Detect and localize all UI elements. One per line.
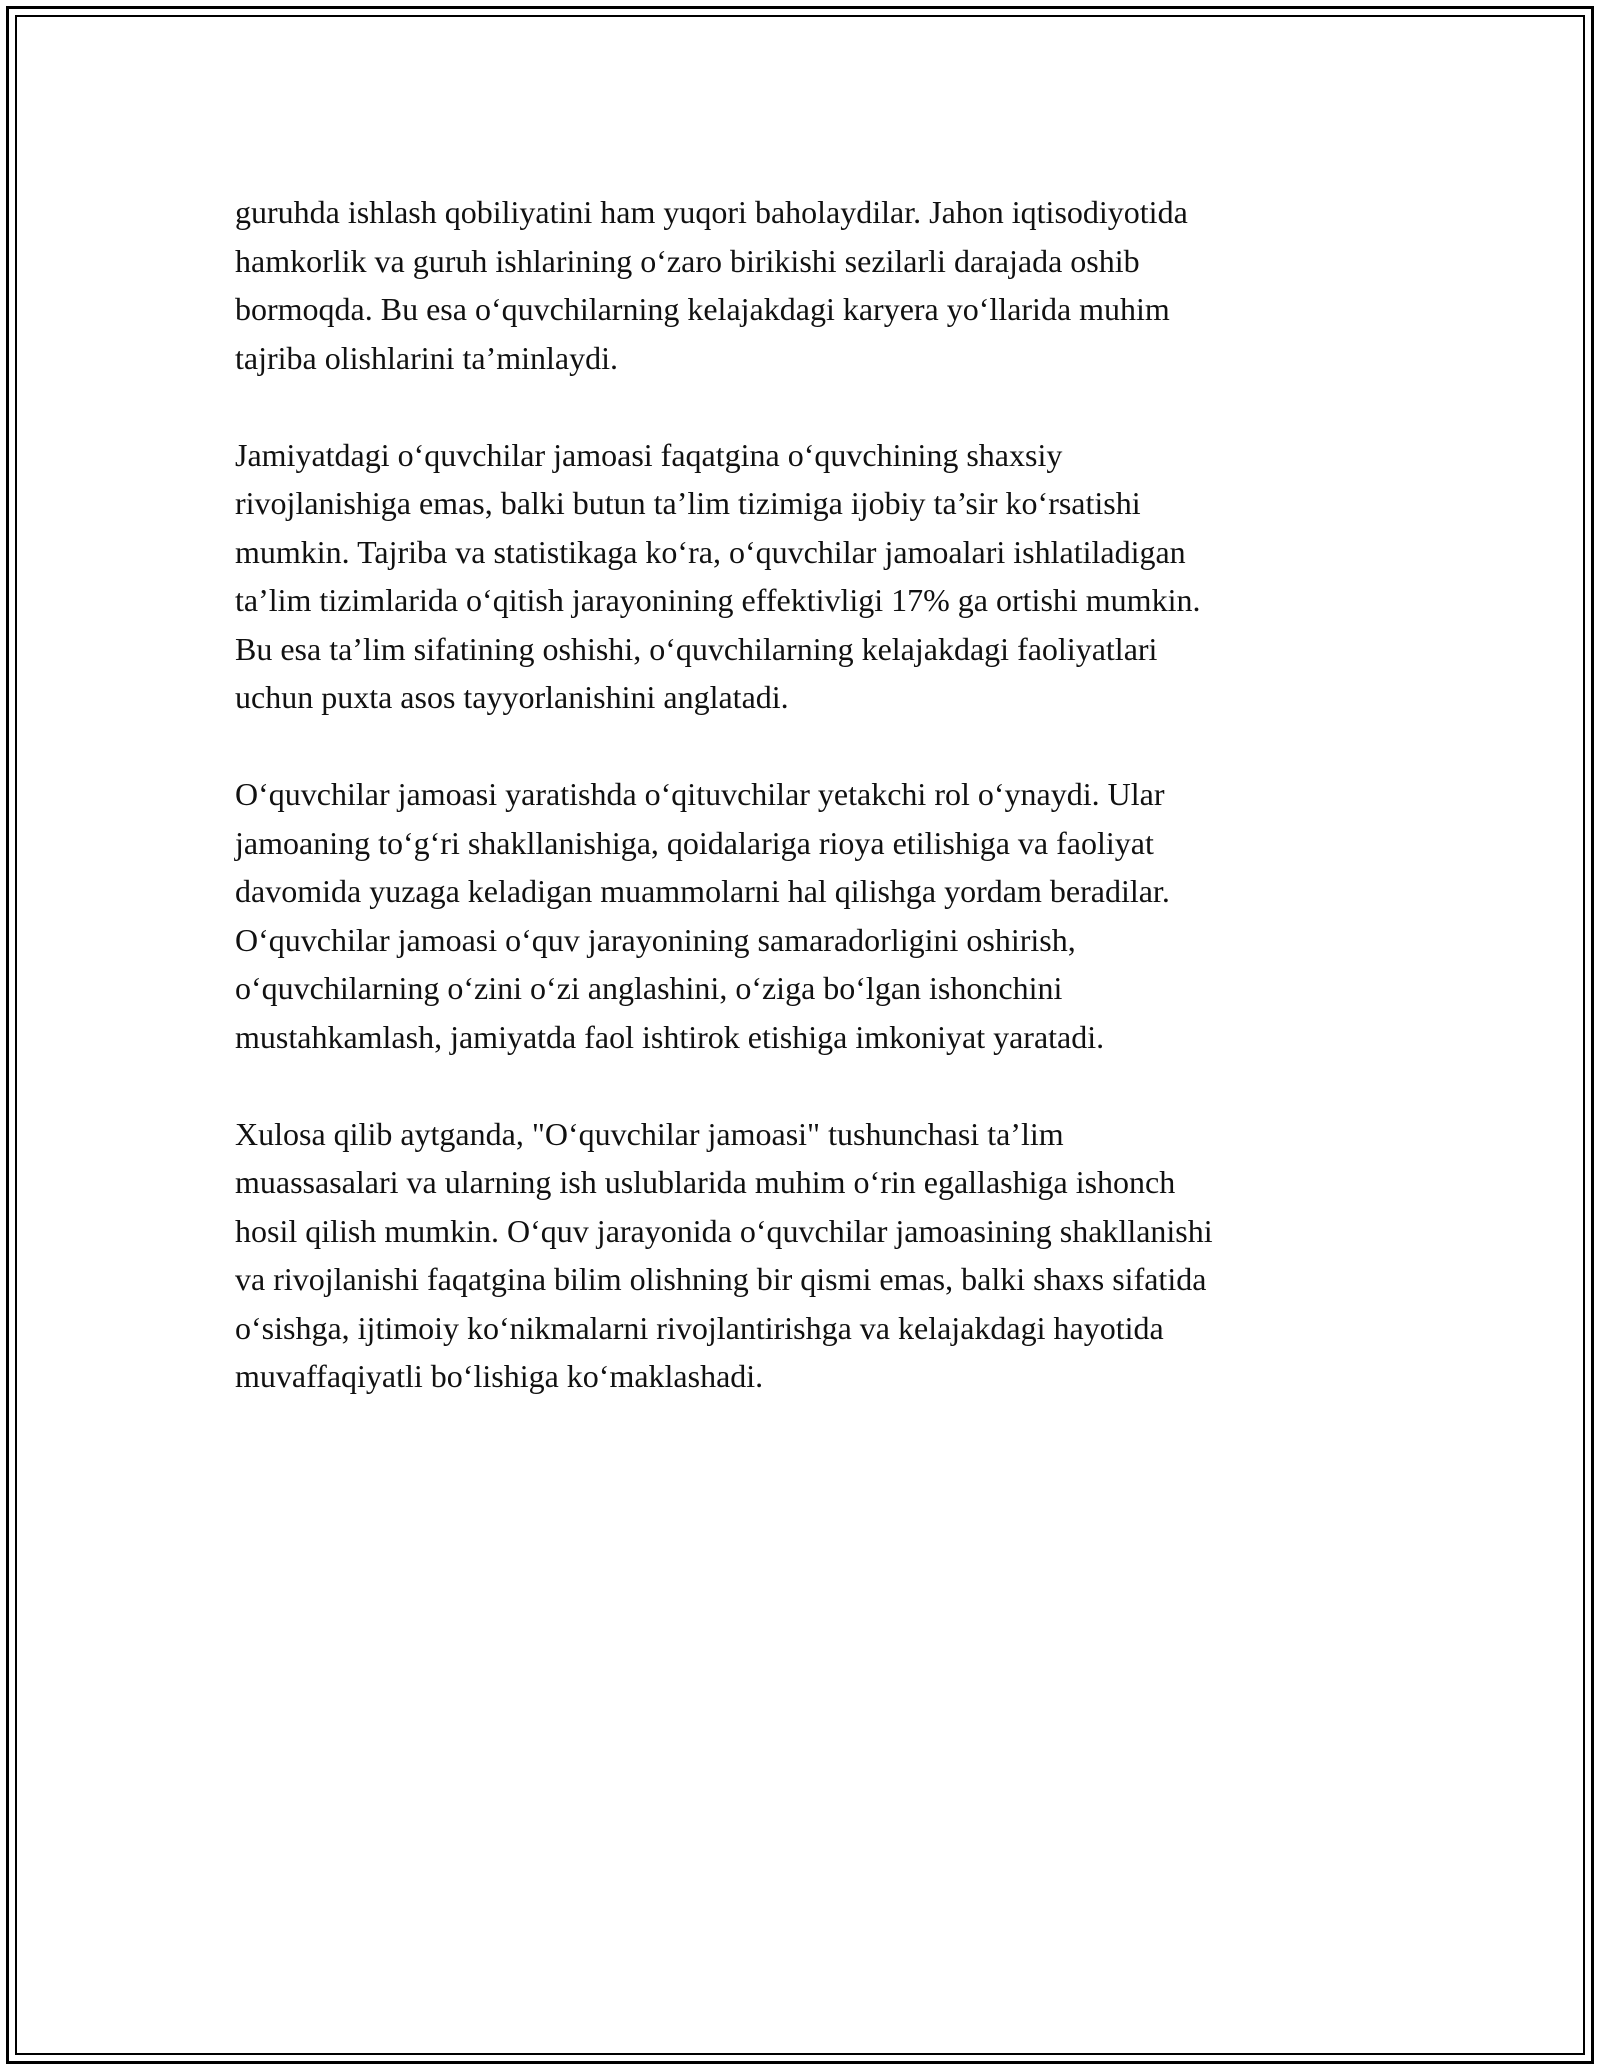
text-line: mumkin. Tajriba va statistikaga ko‘ra, o‘quvchilar jamoalari ishlatiladigan — [235, 533, 1186, 570]
text-line: hosil qilish mumkin. O‘quv jarayonida o‘quvchilar jamoasining shakllanishi — [235, 1212, 1213, 1249]
document-body — [235, 188, 1375, 1449]
text-line: o‘quvchilarning o‘zini o‘zi anglashini, o‘ziga bo‘lgan ishonchini — [235, 970, 1063, 1006]
text-line: hamkorlik va guruh ishlarining o‘zaro birikishi sezilarli darajada oshib — [235, 242, 1140, 279]
text-line: uchun puxta asos tayyorlanishini anglatadi. — [235, 679, 789, 715]
text-line: muvaffaqiyatli bo‘lishiga ko‘maklashadi. — [235, 1358, 764, 1394]
text-line: jamoaning to‘g‘ri shakllanishiga, qoidalariga rioya etilishiga va faoliyat — [235, 824, 1154, 861]
text-line: davomida yuzaga keladigan muammolarni hal qilishga yordam beradilar. — [235, 873, 1170, 909]
text-line: Jamiyatdagi o‘quvchilar jamoasi faqatgina o‘quvchining shaxsiy — [235, 436, 1063, 473]
paragraph-3 — [235, 770, 1375, 1061]
text-line: Bu esa ta’lim sifatining oshishi, o‘quvchilarning kelajakdagi faoliyatlari — [235, 630, 1158, 667]
text-line: Xulosa qilib aytganda, "O‘quvchilar jamoasi" tushunchasi ta’lim — [235, 1115, 1064, 1152]
text-line: ta’lim tizimlarida o‘qitish jarayonining effektivligi 17% ga ortishi mumkin. — [235, 582, 1201, 618]
text-line: muassasalari va ularning ish uslublarida muhim o‘rin egallashiga ishonch — [235, 1164, 1176, 1200]
paragraph-4 — [235, 1110, 1375, 1401]
paragraph-1 — [235, 188, 1375, 382]
text-line: O‘quvchilar jamoasi yaratishda o‘qituvchilar yetakchi rol o‘ynaydi. Ular — [235, 776, 1165, 812]
paragraph-2 — [235, 431, 1375, 722]
text-line: O‘quvchilar jamoasi o‘quv jarayonining samaradorligini oshirish, — [235, 921, 1076, 958]
text-line: va rivojlanishi faqatgina bilim olishning bir qismi emas, balki shaxs sifatida — [235, 1261, 1207, 1297]
text-line: o‘sishga, ijtimoiy ko‘nikmalarni rivojlantirishga va kelajakdagi hayotida — [235, 1309, 1164, 1346]
text-line: rivojlanishiga emas, balki butun ta’lim tizimiga ijobiy ta’sir ko‘rsatishi — [235, 485, 1141, 521]
text-line: mustahkamlash, jamiyatda faol ishtirok etishiga imkoniyat yaratadi. — [235, 1018, 1105, 1055]
text-line: bormoqda. Bu esa o‘quvchilarning kelajakdagi karyera yo‘llarida muhim — [235, 291, 1170, 327]
text-line: tajriba olishlarini ta’minlaydi. — [235, 339, 619, 376]
text-line: guruhda ishlash qobiliyatini ham yuqori baholaydilar. Jahon iqtisodiyotida — [235, 194, 1188, 230]
